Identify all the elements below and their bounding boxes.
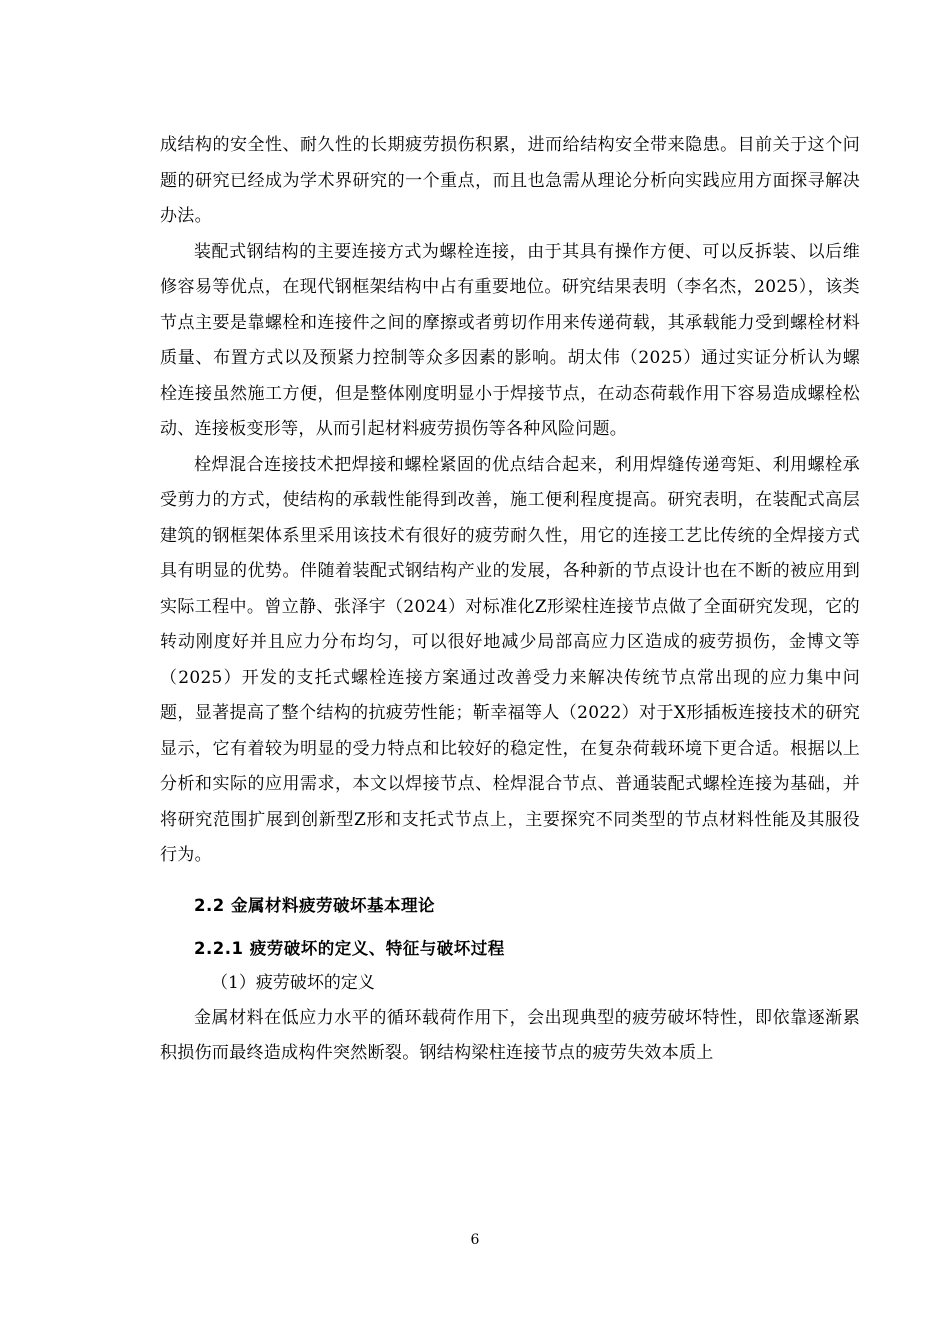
section-heading-2-2-1: 2.2.1 疲劳破坏的定义、特征与破坏过程	[194, 938, 505, 958]
paragraph-continuation: 成结构的安全性、耐久性的长期疲劳损伤积累，进而给结构安全带来隐患。目前关于这个问题的研究已经成为学术界研究的一个重点，而且也急需从理论分析向实践应用方面探寻解决办法。	[160, 135, 860, 226]
section-heading-2-2: 2.2 金属材料疲劳破坏基本理论	[194, 895, 435, 915]
page-number: 6	[470, 1232, 480, 1248]
page-body	[160, 128, 860, 1072]
list-item-label: （1）疲劳破坏的定义	[211, 972, 375, 993]
paragraph-bolted-connections: 装配式钢结构的主要连接方式为螺栓连接，由于其具有操作方便、可以反拆装、以后维修容易等优点，在现代钢框架结构中占有重要地位。研究结果表明（李名杰，2025），该类节点主要是靠螺栓和连接件之间的摩擦或者剪切作用来传递荷载，其承载能力受到螺栓材料质量、布置方式以及预紧力控制等众多因素的影响。胡太伟（2025）通过实证分析认为螺栓连接虽然施工方便，但是整体刚度明显小于焊接节点，在动态荷载作用下容易造成螺栓松动、连接板变形等，从而引起材料疲劳损伤等各种风险问题。	[160, 241, 860, 439]
paragraph-hybrid-connections: 栓焊混合连接技术把焊接和螺栓紧固的优点结合起来，利用焊缝传递弯矩、利用螺栓承受剪力的方式，使结构的承载性能得到改善，施工便利程度提高。研究表明，在装配式高层建筑的钢框架体系里采用该技术有很好的疲劳耐久性，用它的连接工艺比传统的全焊接方式具有明显的优势。伴随着装配式钢结构产业的发展，各种新的节点设计也在不断的被应用到实际工程中。曾立静、张泽宇（2024）对标准化Z形梁柱连接节点做了全面研究发现，它的转动刚度好并且应力分布均匀，可以很好地减少局部高应力区造成的疲劳损伤，金博文等（2025）开发的支托式螺栓连接方案通过改善受力来解决传统节点常出现的应力集中问题，显著提高了整个结构的抗疲劳性能；靳幸福等人（2022）对于X形插板连接技术的研究显示，它有着较为明显的受力特点和比较好的稳定性，在复杂荷载环境下更合适。根据以上分析和实际的应用需求，本文以焊接节点、栓焊混合节点、普通装配式螺栓连接为基础，并将研究范围扩展到创新型Z形和支托式节点上，主要探究不同类型的节点材料性能及其服役行为。	[160, 454, 860, 865]
paragraph-fatigue-definition: 金属材料在低应力水平的循环载荷作用下，会出现典型的疲劳破坏特性，即依靠逐渐累积损伤而最终造成构件突然断裂。钢结构梁柱连接节点的疲劳失效本质上	[160, 1007, 860, 1063]
